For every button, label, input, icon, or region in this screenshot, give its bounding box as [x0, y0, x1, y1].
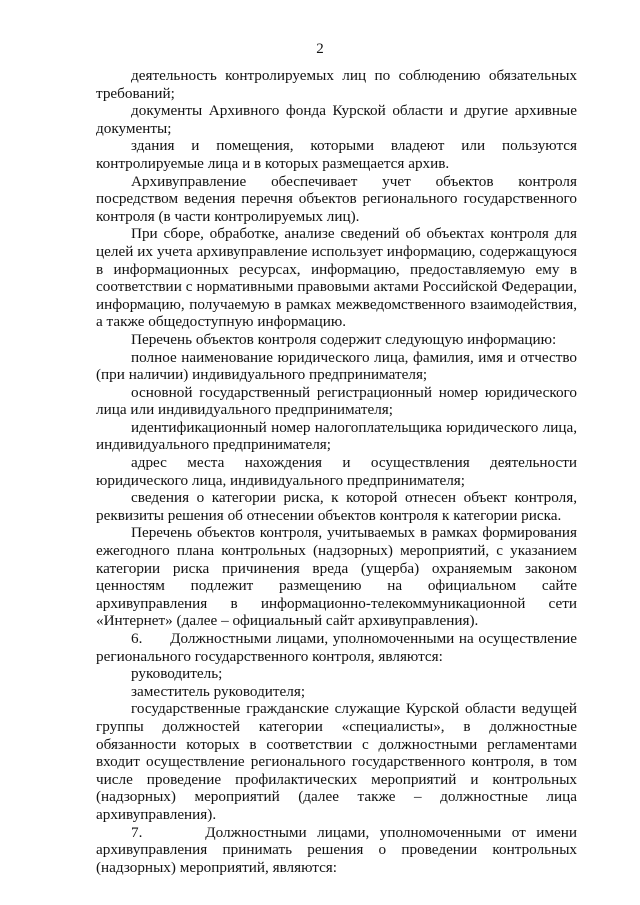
paragraph-accounting: Архивуправление обеспечивает учет объектов контроля посредством ведения перечня объектов регионального государственного контроля (в части контролируемых лиц).	[96, 172, 577, 225]
paragraph-deputy-head: заместитель руководителя;	[131, 682, 306, 700]
paragraph-list-contents: Перечень объектов контроля содержит следующую информацию:	[131, 330, 557, 348]
paragraph-ogrn: основной государственный регистрационный номер юридического лица или индивидуального предпринимателя;	[96, 383, 577, 419]
paragraph-address: адрес места нахождения и осуществления деятельности юридического лица, индивидуального предпринимателя;	[96, 454, 577, 489]
paragraph-civil-servants: государственные гражданские служащие Курской области ведущей группы должностей категории «специалисты», в должностные обязанности которых в соответствии с должностными регламентами входит осуществление регионального государственного контроля, в том числе проведение профилактических мероприятий и контрольных (надзорных) мероприятий (далее также – должностные лица архивуправления).	[96, 700, 577, 823]
paragraph-inn: идентификационный номер налогоплательщика юридического лица, индивидуального предпринимателя;	[96, 418, 577, 454]
paragraph-clause-7: 7. Должностными лицами, уполномоченными от имени архивуправления принимать решения о проведении контрольных (надзорных) мероприятий, являются:	[96, 823, 577, 876]
paragraph-buildings: здания и помещения, которыми владеют или пользуются контролируемые лица и в которых размещается архив.	[96, 137, 577, 172]
page-number: 2	[316, 41, 324, 57]
paragraph-clause-6: 6. Должностными лицами, уполномоченными на осуществление регионального государственного контроля, являются:	[96, 630, 577, 665]
paragraph-information-sources: При сборе, обработке, анализе сведений об объектах контроля для целей их учета архивуправление использует информацию, содержащуюся в информационных ресурсах, информацию, предоставляемую ему в соответствии с нормативными правовыми актами Российской Федерации, информацию, получаемую в рамках межведомственного взаимодействия, а также общедоступную информацию.	[96, 225, 577, 331]
paragraph-full-name: полное наименование юридического лица, фамилия, имя и отчество (при наличии) индивидуального предпринимателя;	[96, 348, 577, 384]
paragraph-activity: деятельность контролируемых лиц по соблюдению обязательных требований;	[96, 67, 577, 102]
paragraph-archive-documents: документы Архивного фонда Курской области и другие архивные документы;	[96, 102, 577, 137]
document-body	[96, 67, 577, 876]
paragraph-head: руководитель;	[131, 665, 223, 683]
paragraph-publication: Перечень объектов контроля, учитываемых в рамках формирования ежегодного плана контрольных (надзорных) мероприятий, с указанием категории риска причинения вреда (ущерба) охраняемым законом ценностям подлежит размещению на официальном сайте архивуправления в информационно-телекоммуникационной сети «Интернет» (далее – официальный сайт архивуправления).	[96, 524, 577, 630]
paragraph-risk-category: сведения о категории риска, к которой отнесен объект контроля, реквизиты решения об отнесении объектов контроля к категории риска.	[96, 489, 577, 524]
